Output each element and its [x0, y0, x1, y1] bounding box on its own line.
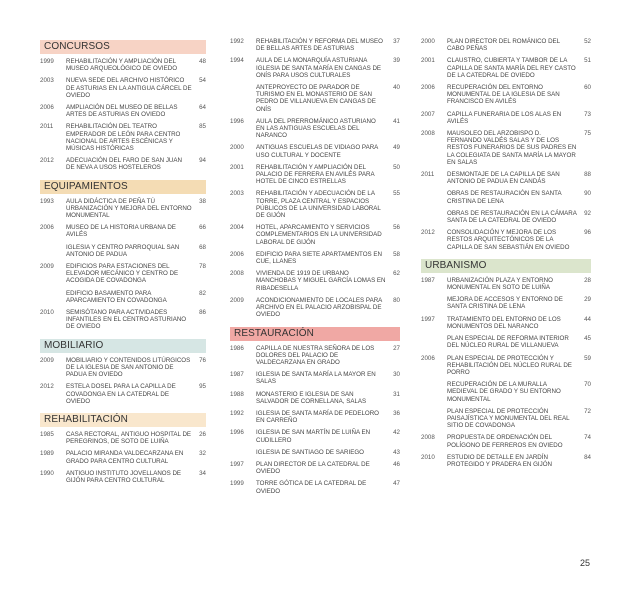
- entry-title: CAPILLA DE NUESTRA SEÑORA DE LOS DOLORES DEL PALACIO DE VALDECARZANA EN GRADO: [256, 344, 375, 366]
- index-entry: [230, 57, 400, 79]
- entry-title: AULA DIDÁCTICA DE PEÑA TÚ URBANIZACIÓN Y MEJORA DEL ENTORNO MONUMENTAL: [66, 197, 192, 220]
- entry-title: URBANIZACIÓN PLAZA Y ENTORNO MONUMENTAL EN SOTO DE LUIÑA: [447, 276, 553, 292]
- entry-page-number: 50: [393, 163, 400, 171]
- entry-page-number: 28: [584, 276, 591, 284]
- entry-title: IGLESIA Y CENTRO PARROQUIAL SAN ANTONIO DE PADUA: [66, 243, 180, 258]
- entry-title: ANTIGUAS ESCUELAS DE VIDIAGO PARA USO CULTURAL Y DOCENTE: [256, 144, 378, 159]
- entry-title: EDIFICIO PARA SIETE APARTAMENTOS EN CUE, LLANES: [256, 250, 382, 266]
- index-entry: [40, 157, 206, 171]
- index-column-1: [40, 38, 206, 489]
- entry-page-number: 46: [393, 460, 400, 468]
- entry-title: DESMONTAJE DE LA CAPILLA DE SAN ANTONIO DE PADUA EN CANDÁS: [447, 171, 560, 186]
- index-entry: [40, 431, 206, 445]
- entry-year: 1999: [230, 480, 244, 488]
- entry-year: 2008: [421, 130, 435, 138]
- entry-page-number: 55: [393, 190, 400, 198]
- entry-title: IGLESIA DE SAN MARTÍN DE LUIÑA EN CUDILLERO: [256, 429, 371, 444]
- entry-year: 1997: [421, 315, 435, 323]
- index-entry: [40, 58, 206, 72]
- entry-page-number: 68: [199, 243, 206, 251]
- index-entry: [230, 118, 400, 140]
- entry-title: CASA RECTORAL, ANTIGUO HOSPITAL DE PEREGRINOS, DE SOTO DE LUIÑA: [66, 430, 192, 446]
- entry-year: 2011: [421, 171, 435, 179]
- entry-title: PALACIO MIRANDA VALDECARZANA EN GRADO PARA CENTRO CULTURAL: [66, 450, 184, 465]
- entry-year: 2009: [40, 356, 54, 364]
- index-entry: [40, 198, 206, 220]
- entry-page-number: 88: [584, 171, 591, 179]
- index-entry: [40, 470, 206, 484]
- entry-title: AMPLIACIÓN DEL MUSEO DE BELLAS ARTES DE ASTURIAS EN OVIEDO: [66, 104, 178, 119]
- entry-year: 2009: [40, 263, 54, 271]
- entry-title: MEJORA DE ACCESOS Y ENTORNO DE SANTA CRISTINA DE LENA: [447, 296, 563, 311]
- index-entry: [421, 57, 591, 79]
- entry-title: ANTEPROYECTO DE PARADOR DE TURISMO EN EL MONASTERIO DE SAN PEDRO DE VILLANUEVA EN CANGAS DE ONÍS: [256, 84, 376, 113]
- entry-year: 2008: [421, 434, 435, 442]
- index-entry: [421, 210, 591, 224]
- index-entry: [40, 224, 206, 238]
- entry-year: 1994: [230, 57, 244, 65]
- entry-year: 1999: [40, 58, 54, 65]
- entry-title: TORRE GÓTICA DE LA CATEDRAL DE OVIEDO: [256, 480, 367, 495]
- entry-year: 2003: [40, 77, 54, 85]
- entry-year: 1996: [230, 429, 244, 437]
- index-column-2: [230, 38, 400, 500]
- index-entry: [40, 450, 206, 464]
- index-entry: [230, 391, 400, 405]
- entry-page-number: 45: [584, 335, 591, 343]
- entry-title: IGLESIA DE SANTIAGO DE SARIEGO: [256, 448, 364, 456]
- entry-page-number: 85: [199, 123, 206, 131]
- entry-title: ANTIGUO INSTITUTO JOVELLANOS DE GIJÓN PARA CENTRO CULTURAL: [66, 469, 182, 484]
- entry-page-number: 58: [393, 250, 400, 258]
- index-entry: [421, 434, 591, 448]
- entry-title: CONSOLIDACIÓN Y MEJORA DE LOS RESTOS ARQUITECTÓNICOS DE LA CAPILLA DE SAN SEBASTIÁN EN OVIEDO: [447, 229, 570, 251]
- entry-title: CLAUSTRO, CUBIERTA Y TAMBOR DE LA CAPILLA DE SANTA MARÍA DEL REY CASTO DE LA CATEDRAL DE OVIEDO: [447, 57, 576, 79]
- index-entry: [40, 383, 206, 405]
- entry-title: NUEVA SEDE DEL ARCHIVO HISTÓRICO DE ASTURIAS EN LA ANTIGUA CÁRCEL DE OVIEDO: [66, 77, 192, 99]
- index-entry: [230, 461, 400, 475]
- entry-year: 2009: [230, 296, 244, 304]
- index-entry: [40, 357, 206, 379]
- entry-page-number: 32: [199, 450, 206, 458]
- entry-page-number: 64: [199, 104, 206, 112]
- entry-title: PROPUESTA DE ORDENACIÓN DEL POLÍGONO DE FERREROS EN OVIEDO: [447, 434, 563, 449]
- entry-title: ESTELA DOSEL PARA LA CAPILLA DE COVADONGA EN LA CATEDRAL DE OVIEDO: [66, 383, 176, 405]
- entry-year: 2007: [421, 110, 435, 118]
- entry-title: VIVIENDA DE 1919 DE URBANO MANCHOBAS Y MIGUEL GARCÍA LOMAS EN RIBADESELLA: [256, 270, 386, 292]
- entry-title: AULA DEL PRERROMÁNICO ASTURIANO EN LAS ANTIGUAS ESCUELAS DEL NARANCO: [256, 117, 376, 140]
- entry-page-number: 51: [584, 57, 591, 65]
- entry-page-number: 49: [393, 144, 400, 152]
- entry-year: 2006: [421, 84, 435, 92]
- entry-page-number: 48: [199, 58, 206, 65]
- entry-year: 1993: [40, 197, 54, 205]
- entry-page-number: 40: [393, 84, 400, 92]
- entry-page-number: 74: [584, 434, 591, 442]
- entry-page-number: 82: [199, 289, 206, 297]
- index-entry: [230, 371, 400, 385]
- entry-page-number: 73: [584, 110, 591, 118]
- entry-page-number: 86: [199, 309, 206, 317]
- index-entry: [421, 381, 591, 403]
- index-entry: [230, 449, 400, 456]
- entry-title: REHABILITACIÓN Y ADECUACIÓN DE LA TORRE, PLAZA CENTRAL Y ESPACIOS PÚBLICOS DE LA UNIVERSIDAD LABORAL DE GIJÓN: [256, 190, 381, 220]
- index-entry: [421, 408, 591, 430]
- entry-title: OBRAS DE RESTAURACIÓN EN LA CÁMARA SANTA DE LA CATEDRAL DE OVIEDO: [447, 209, 577, 225]
- entry-year: 2012: [421, 229, 435, 237]
- entry-page-number: 95: [199, 383, 206, 391]
- entry-page-number: 75: [584, 130, 591, 138]
- entry-title: PLAN ESPECIAL DE REFORMA INTERIOR DEL NÚCLEO RURAL DE VILLANUEVA: [447, 335, 569, 350]
- entry-year: 2006: [40, 224, 54, 232]
- entry-page-number: 84: [584, 453, 591, 461]
- entry-page-number: 92: [584, 209, 591, 217]
- section-heading: CONCURSOS: [40, 40, 206, 54]
- entry-page-number: 31: [393, 390, 400, 398]
- index-entry: [230, 270, 400, 292]
- entry-title: PLAN DIRECTOR DE LA CATEDRAL DE OVIEDO: [256, 460, 370, 476]
- entry-title: SEMISÓTANO PARA ACTIVIDADES INFANTILES EN EL CENTRO ASTURIANO DE OVIEDO: [66, 309, 187, 331]
- entry-page-number: 96: [584, 229, 591, 237]
- index-entry: [40, 244, 206, 258]
- entry-page-number: 39: [393, 57, 400, 65]
- index-entry: [230, 164, 400, 186]
- entry-page-number: 34: [199, 469, 206, 477]
- page-number: 25: [579, 558, 590, 568]
- entry-title: REHABILITACIÓN Y REFORMA DEL MUSEO DE BELLAS ARTES DE ASTURIAS: [256, 38, 383, 53]
- entry-page-number: 41: [393, 117, 400, 125]
- entry-title: REHABILITACIÓN Y AMPLIACIÓN DEL MUSEO ARQUEOLÓGICO DE OVIEDO: [66, 58, 178, 73]
- index-entry: [40, 77, 206, 99]
- entry-page-number: 56: [393, 224, 400, 232]
- entry-title: HOTEL, APARCAMIENTO Y SERVICIOS COMPLEMENTARIOS EN LA UNIVERSIDAD LABORAL DE GIJÓN: [256, 224, 382, 246]
- entry-page-number: 29: [584, 296, 591, 304]
- entry-page-number: 27: [393, 344, 400, 352]
- index-entry: [421, 38, 591, 52]
- entry-title: MONASTERIO E IGLESIA DE SAN SALVADOR DE CORNELLANA, SALAS: [256, 390, 367, 405]
- entry-year: 1986: [230, 344, 244, 352]
- entry-year: 2012: [40, 157, 54, 165]
- entry-title: AULA DE LA MONARQUÍA ASTURIANA IGLESIA DE SANTA MARÍA EN CANGAS DE ONÍS PARA USOS CULTURALES: [256, 57, 382, 79]
- entry-year: 1985: [40, 430, 54, 438]
- entry-page-number: 30: [393, 371, 400, 379]
- section-heading: REHABILITACIÓN: [40, 413, 206, 427]
- index-column-3: [421, 38, 591, 473]
- entry-page-number: 72: [584, 407, 591, 415]
- entry-year: 1989: [40, 450, 54, 458]
- entry-year: 2008: [230, 270, 244, 278]
- index-entry: [230, 144, 400, 158]
- index-entry: [421, 454, 591, 468]
- index-entry: [230, 251, 400, 265]
- entry-page-number: 80: [393, 296, 400, 304]
- section-heading: URBANISMO: [421, 259, 591, 273]
- section-heading: MOBILIARIO: [40, 339, 206, 353]
- index-entry: [421, 84, 591, 106]
- index-entry: [40, 104, 206, 118]
- entry-year: 2006: [40, 104, 54, 112]
- entry-title: EDIFICIO BASAMENTO PARA APARCAMIENTO EN COVADONGA: [66, 289, 167, 304]
- entry-year: 1987: [230, 371, 244, 379]
- entry-page-number: 62: [393, 270, 400, 278]
- index-entry: [421, 190, 591, 204]
- index-entry: [40, 290, 206, 304]
- entry-year: 2006: [230, 250, 244, 258]
- index-entry: [421, 316, 591, 330]
- index-entry: [40, 309, 206, 331]
- entry-page-number: 94: [199, 157, 206, 165]
- index-entry: [421, 171, 591, 185]
- entry-title: RECUPERACIÓN DE LA MURALLA MEDIEVAL DE GRADO Y SU ENTORNO MONUMENTAL: [447, 381, 561, 403]
- index-entry: [40, 263, 206, 285]
- entry-page-number: 59: [584, 354, 591, 362]
- entry-title: ADECUACIÓN DEL FARO DE SAN JUAN DE NEVA A USOS HOSTELEROS: [66, 157, 182, 172]
- index-entry: [421, 229, 591, 251]
- entry-title: IGLESIA DE SANTA MARÍA LA MAYOR EN SALAS: [256, 371, 376, 386]
- entry-title: PLAN DIRECTOR DEL ROMÁNICO DEL CABO PEÑAS: [447, 38, 560, 53]
- entry-page-number: 60: [584, 84, 591, 92]
- index-entry: [230, 429, 400, 443]
- index-entry: [230, 38, 400, 52]
- index-entry: [230, 345, 400, 367]
- entry-page-number: 47: [393, 480, 400, 488]
- entry-year: 1992: [230, 38, 244, 45]
- index-entry: [230, 410, 400, 424]
- entry-title: MUSEO DE LA HISTORIA URBANA DE AVILÉS: [66, 224, 176, 239]
- entry-year: 2001: [421, 57, 435, 65]
- entry-year: 2000: [421, 38, 435, 45]
- entry-title: ESTUDIO DE DETALLE EN JARDÍN PROTEGIDO Y PRADERA EN GIJÓN: [447, 453, 552, 468]
- index-entry: [230, 84, 400, 113]
- entry-title: MAUSOLEO DEL ARZOBISPO D. FERNANDO VALDÉS SALAS Y DE LOS RESTOS FUNERARIOS DE SUS PADRES EN LA COLEGIATA DE SANTA MARÍA LA MAYOR EN SALAS: [447, 130, 577, 166]
- entry-page-number: 43: [393, 448, 400, 456]
- index-entry: [421, 277, 591, 291]
- entry-title: REHABILITACIÓN Y AMPLIACIÓN DEL PALACIO DE FERRERA EN AVILÉS PARA HOTEL DE CINCO ESTRELLAS: [256, 163, 375, 186]
- entry-page-number: 36: [393, 409, 400, 417]
- index-entry: [421, 355, 591, 377]
- entry-page-number: 76: [199, 356, 206, 364]
- entry-title: RECUPERACIÓN DEL ENTORNO MONUMENTAL DE LA IGLESIA DE SAN FRANCISCO EN AVILÉS: [447, 84, 560, 106]
- entry-title: OBRAS DE RESTAURACIÓN EN SANTA CRISTINA DE LENA: [447, 190, 562, 205]
- entry-title: TRATAMIENTO DEL ENTORNO DE LOS MONUMENTOS DEL NARANCO: [447, 315, 561, 330]
- entry-title: MOBILIARIO Y CONTENIDOS LITÚRGICOS DE LA IGLESIA DE SAN ANTONIO DE PADUA EN OVIEDO: [66, 356, 191, 379]
- entry-year: 2012: [40, 383, 54, 391]
- entry-title: ACONDICIONAMIENTO DE LOCALES PARA ARCHIVO EN EL PALACIO ARZOBISPAL DE OVIEDO: [256, 296, 382, 319]
- entry-year: 2006: [421, 354, 435, 362]
- entry-year: 2010: [40, 309, 54, 317]
- entry-page-number: 37: [393, 38, 400, 45]
- entry-page-number: 78: [199, 263, 206, 271]
- entry-year: 1988: [230, 390, 244, 398]
- section-heading: RESTAURACIÓN: [230, 327, 400, 341]
- entry-year: 1990: [40, 469, 54, 477]
- entry-page-number: 38: [199, 197, 206, 205]
- entry-year: 1996: [230, 117, 244, 125]
- section-heading: EQUIPAMIENTOS: [40, 180, 206, 194]
- entry-year: 2010: [421, 453, 435, 461]
- entry-title: PLAN ESPECIAL DE PROTECCIÓN Y REHABILITACIÓN DEL NÚCLEO RURAL DE PORRO: [447, 354, 572, 376]
- entry-title: REHABILITACIÓN DEL TEATRO EMPERADOR DE LEÓN PARA CENTRO NACIONAL DE ARTES ESCÉNICAS Y MÚSICAS HISTÓRICAS: [66, 123, 181, 153]
- entry-year: 1987: [421, 276, 435, 284]
- entry-page-number: 52: [584, 38, 591, 45]
- entry-year: 2011: [40, 123, 54, 131]
- index-entry: [421, 130, 591, 166]
- entry-title: CAPILLA FUNERARIA DE LOS ALAS EN AVILÉS: [447, 110, 562, 125]
- entry-page-number: 42: [393, 429, 400, 437]
- entry-year: 1997: [230, 460, 244, 468]
- index-entry: [421, 335, 591, 349]
- entry-page-number: 66: [199, 224, 206, 232]
- entry-page-number: 90: [584, 190, 591, 198]
- entry-title: EDIFICIOS PARA ESTACIONES DEL ELEVADOR MECÁNICO Y CENTRO DE ACOGIDA DE COVADONGA: [66, 263, 179, 285]
- entry-page-number: 26: [199, 430, 206, 438]
- entry-year: 2001: [230, 163, 244, 171]
- entry-year: 1992: [230, 409, 244, 417]
- index-entry: [230, 190, 400, 219]
- entry-page-number: 44: [584, 315, 591, 323]
- entry-year: 2000: [230, 144, 244, 152]
- entry-page-number: 70: [584, 381, 591, 389]
- index-entry: [421, 296, 591, 310]
- entry-year: 2003: [230, 190, 244, 198]
- index-entry: [230, 297, 400, 319]
- index-entry: [230, 224, 400, 246]
- entry-title: PLAN ESPECIAL DE PROTECCIÓN PAISAJÍSTICA Y MONUMENTAL DEL REAL SITIO DE COVADONGA: [447, 407, 570, 430]
- entry-page-number: 54: [199, 77, 206, 85]
- entry-year: 2004: [230, 224, 244, 232]
- index-entry: [40, 123, 206, 152]
- index-entry: [230, 480, 400, 494]
- entry-title: IGLESIA DE SANTA MARÍA DE PEDELORO EN CARREÑO: [256, 409, 379, 425]
- index-entry: [421, 111, 591, 125]
